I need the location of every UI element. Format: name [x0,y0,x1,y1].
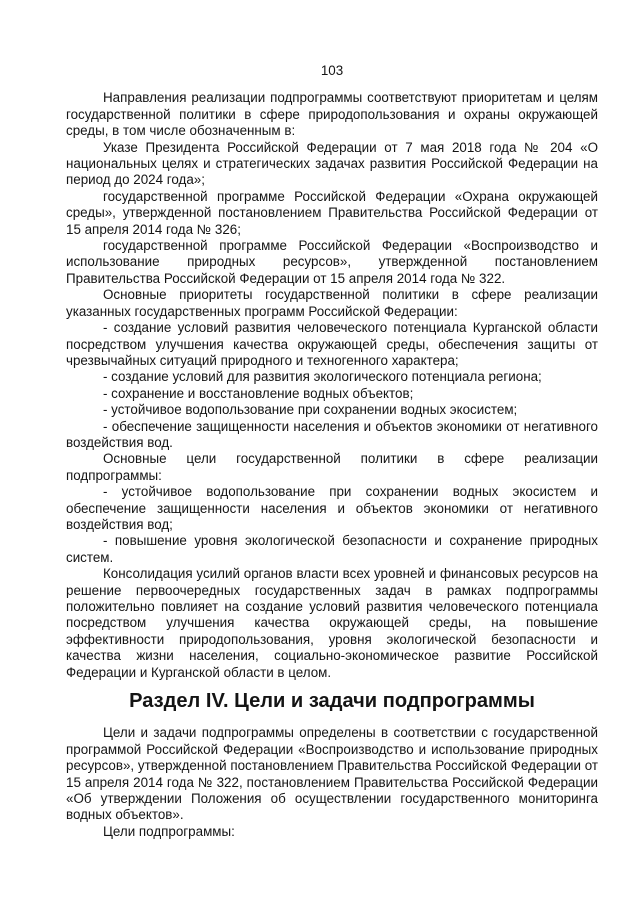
paragraph-main-priorities: Основные приоритеты государственной политики в сфере реализации указанных государственных программ Российской Федерации: [66,287,598,319]
list-item-human-potential: - создание условий развития человеческого потенциала Курганской области посредством улучшения качества окружающей среды, обеспечения защиты от чрезвычайных ситуаций природного и техногенного характера; [66,320,598,368]
paragraph-goals-basis: Цели и задачи подпрограммы определены в соответствии с государственной программой Российской Федерации «Воспроизводство и использование природных ресурсов», утвержденной постановлением Правительства Российской Федерации от 15 апреля 2014 года № 322, постановлением Правительства Российской Федерации «Об утверждении Положения об осуществлении государственного мониторинга водных объектов». [66,725,598,823]
document-page [66,0,598,840]
paragraph-main-goals: Основные цели государственной политики в сфере реализации подпрограммы: [66,451,598,483]
paragraph-goals-label: Цели подпрограммы: [103,823,235,839]
paragraph-presidential-decree: Указе Президента Российской Федерации от 7 мая 2018 года № 204 «О национальных целях и стратегических задачах развития Российской Федерации на период до 2024 года»; [66,139,598,188]
paragraph-priorities-intro: Направления реализации подпрограммы соответствуют приоритетам и целям государственной политики в сфере природопользования и охраны окружающей среды, в том числе обозначенным в: [66,90,598,139]
body-after-heading [66,725,598,840]
list-item-water-protection: - обеспечение защищенности населения и объектов экономики от негативного воздействия вод. [66,418,598,450]
list-item-water-use: - устойчивое водопользование при сохранении водных экосистем; [103,402,518,418]
paragraph-program-environment: государственной программе Российской Федерации «Охрана окружающей среды», утвержденной постановлением Правительства Российской Федерации от 15 апреля 2014 года № 326; [66,188,598,237]
list-item-goal-ecology: - повышение уровня экологической безопасности и сохранение природных систем. [66,533,598,565]
paragraph-program-resources: государственной программе Российской Федерации «Воспроизводство и использование природных ресурсов», утвержденной постановлением Правительства Российской Федерации от 15 апреля 2014 года № 322. [66,238,598,286]
page-number: 103 [320,63,344,78]
paragraph-consolidation: Консолидация усилий органов власти всех уровней и финансовых ресурсов на решение первоочередных государственных задач в рамках подпрограммы положительно повлияет на создание условий развития человеческого потенциала посредством улучшения качества окружающей среды, на повышение эффективности природопользования, уровня экологической безопасности и качества жизни населения, социально-экономическое развитие Российской Федерации и Курганской области в целом. [66,566,598,680]
body-before-heading [66,90,598,681]
section-heading: Раздел IV. Цели и задачи подпрограммы [129,690,535,713]
list-item-water-restoration: - сохранение и восстановление водных объектов; [103,385,414,401]
list-item-ecological-potential: - создание условий для развития экологического потенциала региона; [103,369,542,385]
list-item-goal-water: - устойчивое водопользование при сохранении водных экосистем и обеспечение защищенности населения и объектов экономики от негативного воздействия вод; [66,484,598,532]
